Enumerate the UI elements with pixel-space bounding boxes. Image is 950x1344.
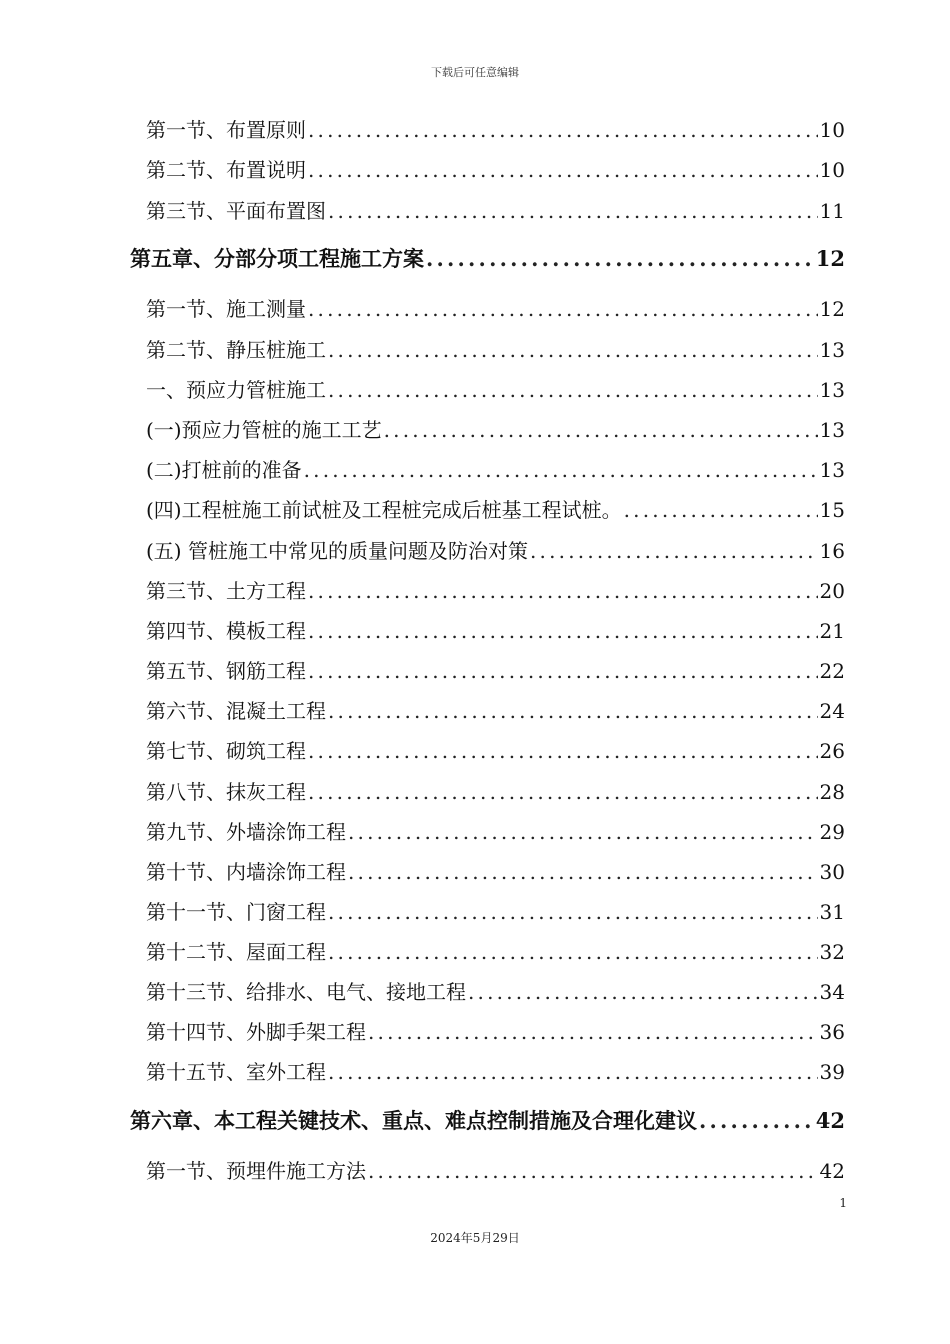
- toc-entry-page: 30: [819, 860, 845, 884]
- toc-chapter-entry[interactable]: [130, 1105, 845, 1135]
- page-header: 下载后可任意编辑: [431, 66, 519, 79]
- toc-entry-page: 42: [815, 1108, 845, 1133]
- toc-entry-page: 29: [819, 820, 845, 844]
- toc-dot-leader: [624, 498, 818, 522]
- toc-section-entry[interactable]: [146, 615, 845, 644]
- toc-entry-page: 21: [819, 619, 845, 643]
- toc-dot-leader: [308, 579, 818, 603]
- toc-dot-leader: [368, 1159, 818, 1183]
- toc-section-entry[interactable]: [146, 896, 845, 925]
- toc-entry-title: 第三节、平面布置图: [146, 199, 326, 223]
- toc-section-entry[interactable]: [146, 936, 845, 965]
- toc-entry-title: 第四节、模板工程: [146, 619, 306, 643]
- toc-section-entry[interactable]: [146, 735, 845, 764]
- toc-chapter-entry[interactable]: [130, 243, 845, 273]
- toc-entry-page: 13: [819, 458, 845, 482]
- toc-section-entry[interactable]: [146, 816, 845, 845]
- toc-dot-leader: [308, 780, 818, 804]
- toc-dot-leader: [328, 699, 818, 723]
- toc-section-entry[interactable]: [146, 114, 845, 143]
- toc-entry-title: 第三节、土方工程: [146, 579, 306, 603]
- toc-entry-title: 第一节、施工测量: [146, 297, 306, 321]
- toc-section-entry[interactable]: [146, 1056, 845, 1085]
- toc-entry-title: 第十二节、屋面工程: [146, 940, 326, 964]
- page-footer-date: 2024年5月29日: [430, 1231, 520, 1245]
- toc-entry-title: 第十五节、室外工程: [146, 1060, 326, 1084]
- toc-entry-page: 42: [819, 1159, 845, 1183]
- toc-entry-page: 13: [819, 378, 845, 402]
- toc-entry-page: 24: [819, 699, 845, 723]
- page-number: 1: [839, 1196, 847, 1210]
- toc-entry-page: 34: [819, 980, 845, 1004]
- toc-dot-leader: [530, 539, 818, 563]
- toc-entry-title: 第一节、布置原则: [146, 118, 306, 142]
- toc-entry-page: 20: [819, 579, 845, 603]
- toc-section-entry[interactable]: [146, 976, 845, 1005]
- toc-entry-page: 39: [819, 1060, 845, 1084]
- toc-section-entry[interactable]: [146, 374, 845, 403]
- toc-dot-leader: [328, 199, 818, 223]
- toc-entry-title: 第二节、布置说明: [146, 158, 306, 182]
- toc-dot-leader: [308, 659, 818, 683]
- toc-section-entry[interactable]: [146, 195, 845, 224]
- toc-entry-page: 12: [819, 297, 845, 321]
- toc-dot-leader: [384, 418, 818, 442]
- toc-section-entry[interactable]: [146, 1016, 845, 1045]
- toc-entry-title: 第六章、本工程关键技术、重点、难点控制措施及合理化建议: [130, 1108, 697, 1133]
- toc-entry-title: 第七节、砌筑工程: [146, 739, 306, 763]
- toc-section-entry[interactable]: [146, 154, 845, 183]
- toc-section-entry[interactable]: [146, 856, 845, 885]
- toc-entry-title: 第二节、静压桩施工: [146, 338, 326, 362]
- toc-entry-page: 36: [819, 1020, 845, 1044]
- toc-entry-title: 第十三节、给排水、电气、接地工程: [146, 980, 466, 1004]
- toc-entry-page: 32: [819, 940, 845, 964]
- toc-entry-page: 28: [819, 780, 845, 804]
- toc-entry-page: 12: [815, 246, 845, 271]
- toc-entry-page: 10: [819, 158, 845, 182]
- toc-entry-title: 第十一节、门窗工程: [146, 900, 326, 924]
- toc-entry-title: 第八节、抹灰工程: [146, 780, 306, 804]
- toc-entry-title: 第九节、外墙涂饰工程: [146, 820, 346, 844]
- toc-section-entry[interactable]: [146, 334, 845, 363]
- toc-dot-leader: [328, 900, 818, 924]
- toc-dot-leader: [308, 739, 818, 763]
- toc-dot-leader: [328, 378, 818, 402]
- toc-section-entry[interactable]: [146, 575, 845, 604]
- toc-entry-title: 第五章、分部分项工程施工方案: [130, 246, 424, 271]
- toc-entry-page: 15: [819, 498, 845, 522]
- toc-dot-leader: [699, 1108, 814, 1133]
- toc-entry-page: 22: [819, 659, 845, 683]
- toc-section-entry[interactable]: [146, 414, 845, 443]
- toc-entry-page: 16: [819, 539, 845, 563]
- toc-section-entry[interactable]: [146, 454, 845, 483]
- toc-entry-title: (四)工程桩施工前试桩及工程桩完成后桩基工程试桩。: [146, 498, 622, 522]
- toc-section-entry[interactable]: [146, 1155, 845, 1184]
- toc-dot-leader: [308, 619, 818, 643]
- toc-entry-title: 第十四节、外脚手架工程: [146, 1020, 366, 1044]
- toc-section-entry[interactable]: [146, 695, 845, 724]
- toc-section-entry[interactable]: [146, 776, 845, 805]
- toc-entry-title: 第五节、钢筋工程: [146, 659, 306, 683]
- toc-dot-leader: [308, 297, 818, 321]
- toc-entry-page: 26: [819, 739, 845, 763]
- toc-entry-title: (二)打桩前的准备: [146, 458, 302, 482]
- toc-entry-page: 13: [819, 418, 845, 442]
- toc-section-entry[interactable]: [146, 494, 845, 523]
- toc-dot-leader: [368, 1020, 818, 1044]
- toc-section-entry[interactable]: [146, 655, 845, 684]
- toc-dot-leader: [304, 458, 818, 482]
- toc-entry-title: 第一节、预埋件施工方法: [146, 1159, 366, 1183]
- toc-entry-page: 31: [819, 900, 845, 924]
- toc-dot-leader: [468, 980, 818, 1004]
- toc-entry-title: (一)预应力管桩的施工工艺: [146, 418, 382, 442]
- toc-entry-title: (五) 管桩施工中常见的质量问题及防治对策: [146, 539, 528, 563]
- toc-dot-leader: [426, 246, 814, 271]
- toc-entry-title: 第六节、混凝土工程: [146, 699, 326, 723]
- toc-section-entry[interactable]: [146, 293, 845, 322]
- toc-entry-page: 13: [819, 338, 845, 362]
- toc-dot-leader: [328, 1060, 818, 1084]
- toc-entry-title: 一、预应力管桩施工: [146, 378, 326, 402]
- toc-section-entry[interactable]: [146, 535, 845, 564]
- toc-entry-title: 第十节、内墙涂饰工程: [146, 860, 346, 884]
- toc-entry-page: 11: [819, 199, 845, 223]
- toc-dot-leader: [328, 940, 818, 964]
- toc-dot-leader: [308, 158, 818, 182]
- toc-dot-leader: [328, 338, 818, 362]
- toc-dot-leader: [308, 118, 818, 142]
- toc-entry-page: 10: [819, 118, 845, 142]
- toc-dot-leader: [348, 820, 818, 844]
- toc-dot-leader: [348, 860, 818, 884]
